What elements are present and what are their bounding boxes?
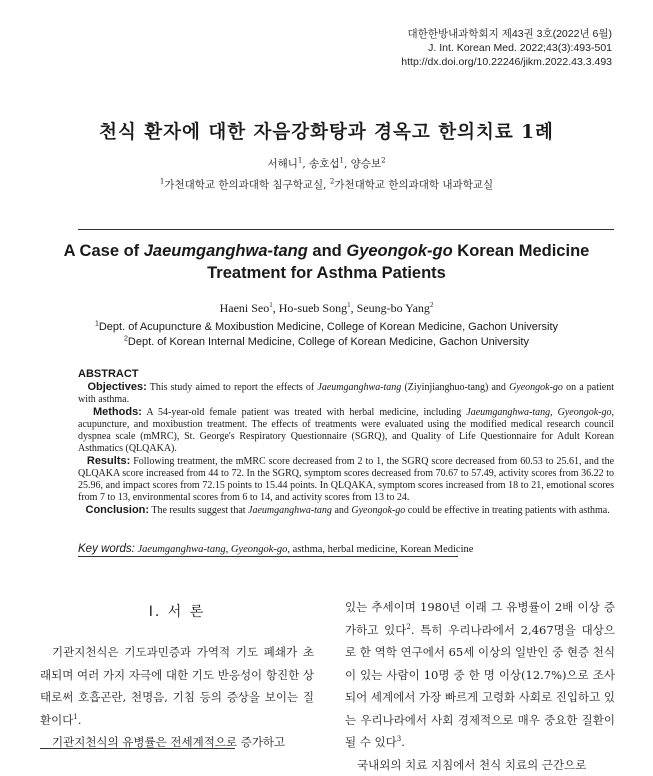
affil-sup: 1 [160,178,164,186]
english-authors [0,301,653,316]
keyword-italic: Jaeumganghwa-tang [138,544,226,555]
keyword-italic: Gyeongok-go [231,544,288,555]
separator: , [302,158,309,170]
author-name: 양승보 [351,158,381,170]
body-paragraph: 국내외의 치료 지침에서 천식 치료의 근간으로 [345,754,615,776]
journal-citation-line: J. Int. Korean Med. 2022;43(3):493-501 [312,41,612,55]
abstract-text: The results suggest that [149,505,248,516]
abstract-conclusion [78,504,614,517]
author-sup: 2 [430,301,434,309]
citation-ref: 3 [397,735,401,743]
affil-sup: 1 [95,320,99,327]
abstract-results [78,455,614,504]
body-text: 기관지천식은 기도과민증과 가역적 기도 폐쇄가 초래되며 여러 가지 자극에 대한 기도 반응성이 항진한 상태로써 호흡곤란, 천명음, 기침 등의 증상을 보이는 질환이다 [40,645,314,727]
abstract-text: , acupuncture, and moxibustion treatment. The effects of treatments were evaluated using the modified medical research council dyspnea scale (mMRC), St. George's Respiratory Questionnaire (SGRQ), and Quality of Life Questionnaire for Adult Korean Asthmatics (QLQAKA). [78,407,614,454]
affil-line [0,335,653,350]
separator: , [323,179,330,191]
affil-line [0,320,653,335]
author-name: Ho-sueb Song [279,301,347,315]
section-title-introduction: Ⅰ. 서 론 [40,601,314,621]
abstract-italic: Jaeumganghwa-tang [466,407,550,418]
abstract-text: A 54-year-old female patient was treated with herbal medicine, including [142,407,466,418]
abstract-italic: Gyeongok-go [558,407,612,418]
body-paragraph [40,641,314,731]
keywords-underline [78,556,458,557]
title-text: A Case of [64,242,144,260]
author-name: Haeni Seo [220,301,270,315]
abstract-heading: ABSTRACT [78,368,614,380]
author-sup: 1 [347,301,351,309]
abstract-text: Following treatment, the mMRC score decreased from 2 to 1, the SGRQ score decreased from 60.53 to 25.61, and the QLQAKA score increased from 44 to 72. In the SGRQ, symptom scores decreased from 70.67 to 57.49, activity scores from 36.22 to 25.96, and impact scores from 72.15 points to 15.44 points. In QLQAKA, symptom scores increased from 18 to 21, emotional scores from 7 to 13, environmental scores from 6 to 14, and activity scores from 13 to 24. [78,456,614,503]
abstract-text: , [550,407,558,418]
keywords [78,543,614,555]
author-name: 송호섭 [309,158,339,170]
keywords-label: Key words: [78,543,135,555]
abstract [78,368,614,517]
korean-affiliations [0,177,653,192]
citation-ref: 1 [73,713,77,721]
abstract-italic: Jaeumganghwa-tang [248,505,332,516]
title-divider [78,229,614,230]
abstract-text: and [332,505,351,516]
title-italic: Gyeongok-go [346,242,452,260]
author-sup: 1 [339,157,343,165]
abstract-text: on a patient with asthma. [78,382,614,405]
affil-sup: 2 [124,335,128,342]
footnote-divider [40,748,235,749]
author-sup: 2 [381,157,385,165]
body-paragraph: 기관지천식의 유병률은 전세계적으로 증가하고 [40,731,314,754]
abstract-objectives [78,381,614,406]
affil-sup: 2 [330,178,334,186]
keyword-text: , asthma, herbal medicine, Korean Medicine [287,544,473,555]
separator: , [226,544,231,555]
affil-text: 가천대학교 한의과대학 내과학교실 [334,179,493,191]
conclusion-label: Conclusion: [86,504,150,516]
body-column-left [40,641,314,754]
abstract-italic: Jaeumganghwa-tang [317,382,401,393]
title-text: Korean Medicine Treatment for Asthma Patients [207,242,589,282]
separator: , [351,301,357,315]
body-text: 있는 추세이며 1980년 이래 그 유병률이 2배 이상 증가하고 있다 [345,600,615,637]
abstract-text: could be effective in treating patients with asthma. [405,505,609,516]
results-label: Results: [87,455,130,467]
body-paragraph [345,596,615,754]
title-text: and [308,242,347,260]
body-text: . [78,713,82,727]
body-text: . [401,735,405,749]
author-sup: 1 [269,301,273,309]
english-title [50,240,603,284]
author-name: 서해니 [267,158,297,170]
separator: , [344,158,351,170]
abstract-italic: Gyeongok-go [509,382,563,393]
affil-text: 가천대학교 한의과대학 침구학교실 [164,179,323,191]
abstract-methods [78,406,614,455]
english-affiliations [0,320,653,350]
title-italic: Jaeumganghwa-tang [144,242,308,260]
separator: , [273,301,279,315]
korean-authors [0,156,653,171]
body-text: . 특히 우리나라에서 2,467명을 대상으로 한 역학 연구에서 65세 이상의 일반인 중 현증 천식이 있는 사람이 10명 중 한 명 이상(12.7%)으로 조사되어 세계에서 가장 빠르게 고령화 사회로 진입하고 있는 우리나라에서 사회 경제적으로 매우 중요한 질환이 될 수 있다 [345,623,615,750]
journal-doi-link[interactable]: http://dx.doi.org/10.22246/jikm.2022.43.3.493 [312,55,612,69]
affil-text: Dept. of Korean Internal Medicine, College of Korean Medicine, Gachon University [128,336,529,348]
abstract-text: (Ziyinjianghuo-tang) and [401,382,509,393]
abstract-text: This study aimed to report the effects of [147,382,318,393]
author-name: Seung-bo Yang [357,301,430,315]
affil-text: Dept. of Acupuncture & Moxibustion Medicine, College of Korean Medicine, Gachon University [99,321,558,333]
body-column-right [345,596,615,776]
journal-header [312,27,612,69]
citation-ref: 2 [406,623,410,631]
objectives-label: Objectives: [87,381,146,393]
korean-title: 천식 환자에 대한 자음강화탕과 경옥고 한의치료 1례 [0,118,653,144]
author-sup: 1 [298,157,302,165]
journal-name-line: 대한한방내과학회지 제43권 3호(2022년 6월) [312,27,612,41]
abstract-italic: Gyeongok-go [351,505,405,516]
methods-label: Methods: [93,406,142,418]
